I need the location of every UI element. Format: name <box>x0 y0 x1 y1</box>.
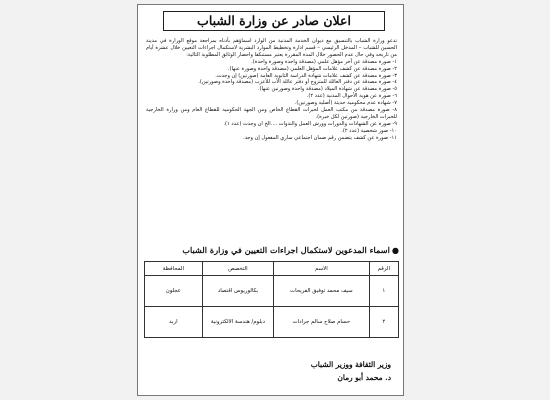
requirement-item: ٢- صورة مصدقة عن كشف علامات المؤهل العلمي (مصدقة واحدة وصورة عنها). <box>227 65 397 72</box>
announcement-body <box>146 38 397 142</box>
table-row <box>145 276 399 307</box>
cell-governorate: اربد <box>145 307 203 338</box>
table-header-row <box>145 262 399 276</box>
table-row <box>145 307 399 338</box>
requirement-item: ٣- صورة مصدقة عن كشف علامات شهادة الدراسة الثانوية العامة (صورتين) إن وجدت. <box>215 72 397 79</box>
names-table <box>144 261 399 338</box>
cell-name: سيف محمد توفيق الفريحات <box>274 276 370 307</box>
requirement-item: ٩- صورة عن الشهادات والدورات وورش العمل والندوات ....الخ ان وجدت (عدد ١). <box>223 120 397 127</box>
bullet-icon: ● <box>391 245 399 255</box>
cell-specialty: بكالوريوس اقتصاد <box>202 276 273 307</box>
signature-title: وزير الثقافة ووزير الشباب <box>310 360 391 369</box>
requirement-item: ٦- صورة عن هوية الأحوال المدنية (عدد ٢). <box>306 93 397 100</box>
header-specialty: التخصص <box>202 262 273 276</box>
cell-governorate: عجلون <box>145 276 203 307</box>
cell-name: حسام صلاح سالم جرادات <box>274 307 370 338</box>
cell-number: ١ <box>369 276 398 307</box>
requirement-item: ٧- شهادة عدم محكومية حديثة (أصلية وصورتين). <box>294 100 397 107</box>
header-number: الرقم <box>369 262 398 276</box>
header-governorate: المحافظة <box>145 262 203 276</box>
requirement-item: ١- صورة مصدقة عن آخر مؤهل علمي (مصدقة واحدة وصورة واحدة). <box>251 58 397 65</box>
names-heading <box>144 245 399 256</box>
announcement-page <box>137 4 404 396</box>
requirement-item: ٤- صورة مصدقة عن دفتر العائلة للمتزوج أو دفتر عائلة الأب للأعزب (مصدقة واحدة وصورتين). <box>198 79 397 86</box>
requirement-item: ١٠- صور شخصية (عدد ٢). <box>341 127 397 134</box>
announcement-title: اعلان صادر عن وزارة الشباب <box>163 11 385 31</box>
names-heading-text: اسماء المدعوين لاستكمال اجراءات التعيين في وزارة الشباب <box>182 245 390 255</box>
requirement-item: ١١- صورة عن كشف يتضمن رقم ضمان اجتماعي ساري المفعول إن وجد. <box>243 134 397 141</box>
requirement-item: ٥- صورة مصدقة عن شهادة الميلاد (مصدقة واحدة وصورتين عنها). <box>257 86 397 93</box>
cell-number: ٢ <box>369 307 398 338</box>
header-name: الاسم <box>274 262 370 276</box>
intro-paragraph: تدعو وزارة الشباب بالتنسيق مع ديوان الخدمة المدنية من الوارد اسماؤهم بأدناه بمراجعة موقع الوزارة في مدينة الحسين للشباب – المدخل الرئيسي – قسم ادارة وتخطيط الموارد البشرية لاستكمال اجراءات التعيين خلال عشرة أيام من تاريخه وفي حال عدم الحضور خلال المدة المقررة يعتبر مستنكفا واحضار الوثائق المطلوبة التالية: <box>146 38 397 58</box>
signature-name: د. محمد أبو رمان <box>337 373 391 382</box>
cell-specialty: دبلوم/ هندسة الالكترونية <box>202 307 273 338</box>
signature-block <box>311 358 391 384</box>
requirement-item: ٨- صورة مصدقة من مكتب العمل لخبرات القطاع الخاص ومن الجهة الحكومية للقطاع العام ومن وزارة الخارجية للخبرات الخارجية (صورتين لكل خبرة). <box>146 107 397 120</box>
